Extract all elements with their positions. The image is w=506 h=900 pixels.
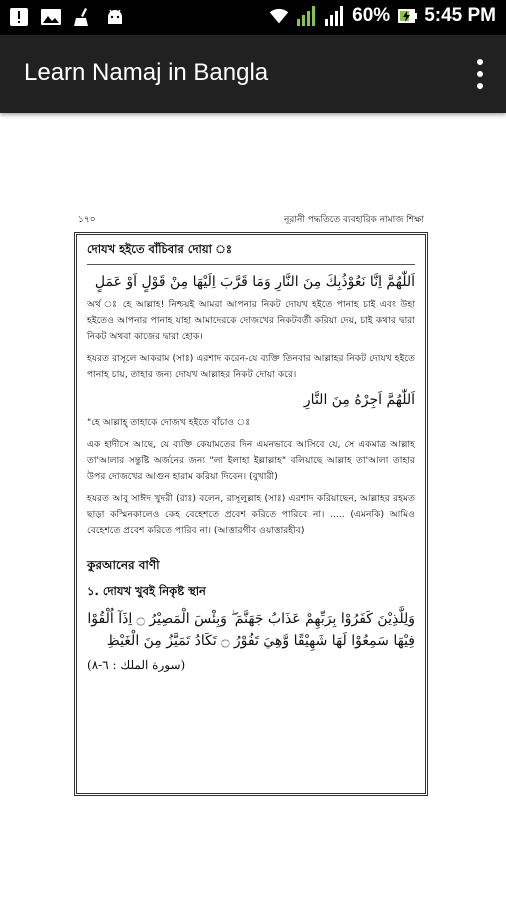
status-bar xyxy=(0,0,506,35)
status-bar-left-icons xyxy=(8,6,126,28)
battery-percentage: 60% xyxy=(352,5,391,26)
app-bar xyxy=(0,35,506,113)
dua-heading: দোযখ হইতে বাঁচিবার দোয়া ঃ xyxy=(87,242,233,256)
page-number: ১৭০ xyxy=(78,215,96,225)
wifi-icon xyxy=(268,5,290,27)
hadith-paragraph-1: হযরত রাসূলে আকরাম (সাঃ) এরশাদ করেন-যে ব্যক্তি তিনবার আল্লাহর নিকট দোযখ হইতে পানাহ চায়, তাহার জন্য দোযখ আল্লাহর নিকট দোয়া করে। xyxy=(87,353,415,380)
page-header: নূরানী পদ্ধতিতে ব্যবহারিক নামাজ শিক্ষা xyxy=(284,215,424,225)
surah-reference: (سورة الملك : ٦-٨) xyxy=(87,658,186,672)
app-title: Learn Namaj in Bangla xyxy=(24,59,269,86)
android-icon xyxy=(104,6,126,28)
notification-icon xyxy=(8,6,30,28)
more-vert-icon[interactable] xyxy=(472,59,488,89)
arabic-dua-1: اَللّٰهُمَّ اِنَّا نَعُوْذُبِكَ مِنَ النَّارِ وَمَا قَرَّبَ اِلَيْهَا مِنْ قَوْلٍ اَوْ عَمَلٍ xyxy=(94,274,415,290)
battery-charging-icon xyxy=(396,5,418,27)
signal-1-icon xyxy=(296,5,318,27)
translation-paragraph: "হে আল্লাহ্‌ তাহাকে দোজখ হইতে বাঁচাও ঃ xyxy=(87,417,251,428)
arabic-dua-2: اَللّٰهُمَّ اَجِرْهُ مِنَ النَّارِ xyxy=(303,392,415,408)
hadith-paragraph-3: হযরত আবু সাঈদ খুদরী (রাঃ) বলেন, রাসূলুল্লাহ (সাঃ) এরশাদ করিয়াছেন, আল্লাহর রহমত ছাড়া কস্মিনকালেও কেহ বেহেশতে প্রবেশ করিতে পারিবে না। ..... (এমনকি) আমিও বেহেশতে প্রবেশ করিতে পারিব না। (আত্তারগীব ওয়াত্তারহীব) xyxy=(87,493,415,536)
image-icon xyxy=(40,6,62,28)
status-bar-right xyxy=(268,5,496,27)
page-content xyxy=(87,241,415,672)
section-title: কুরআনের বাণী xyxy=(87,558,160,572)
hadith-paragraph-2: এক হাদীসে আছে, যে ব্যক্তি কেয়ামতের দিন এমনভাবে আসিবে যে, সে একমাত্র আল্লাহ তা'আলার সন্তুষ্টি অর্জনের জন্য "লা ইলাহা ইল্লাল্লাহ" বলিয়াছে আল্লাহ তা'আলা তাহার উপর দোজখের আগুন হারাম করিয়া দিবেন। (বুখারী) xyxy=(87,439,415,482)
clock: 5:45 PM xyxy=(424,5,496,26)
arabic-verse: وَلِلَّذِيْنَ كَفَرُوْا بِرَبِّهِمْ عَذَابُ جَهَنَّمَ ۖ وَبِئْسَ الْمَصِيْرُ ۝ اِذَآ اُلْقُوْا فِيْهَا سَمِعُوْا لَهَا شَهِيْقًا وَّهِيَ تَفُوْرُ ۝ تَكَادُ تَمَيَّزُ مِنَ الْغَيْظِ xyxy=(87,611,415,649)
page-frame xyxy=(74,232,428,796)
meaning-paragraph: অর্থ ঃ হে আল্লাহ! নিশ্চয়ই আমরা আপনার নিকট দোযখ হইতে পানাহ চাই এবং উহা হইতেও আপনার পানাহ যাহা আমাদেরকে দোজখের নিকটবর্তী করিয়া দেয়, চাই কথার দ্বারা নিকট অথবা কাজের দ্বারা হোক। xyxy=(87,299,415,342)
divider xyxy=(87,264,415,265)
section-subtitle: ১. দোযখ খুবই নিকৃষ্ট স্থান xyxy=(87,584,206,598)
book-page xyxy=(72,210,432,798)
signal-2-icon xyxy=(324,5,346,27)
broom-icon xyxy=(72,6,94,28)
